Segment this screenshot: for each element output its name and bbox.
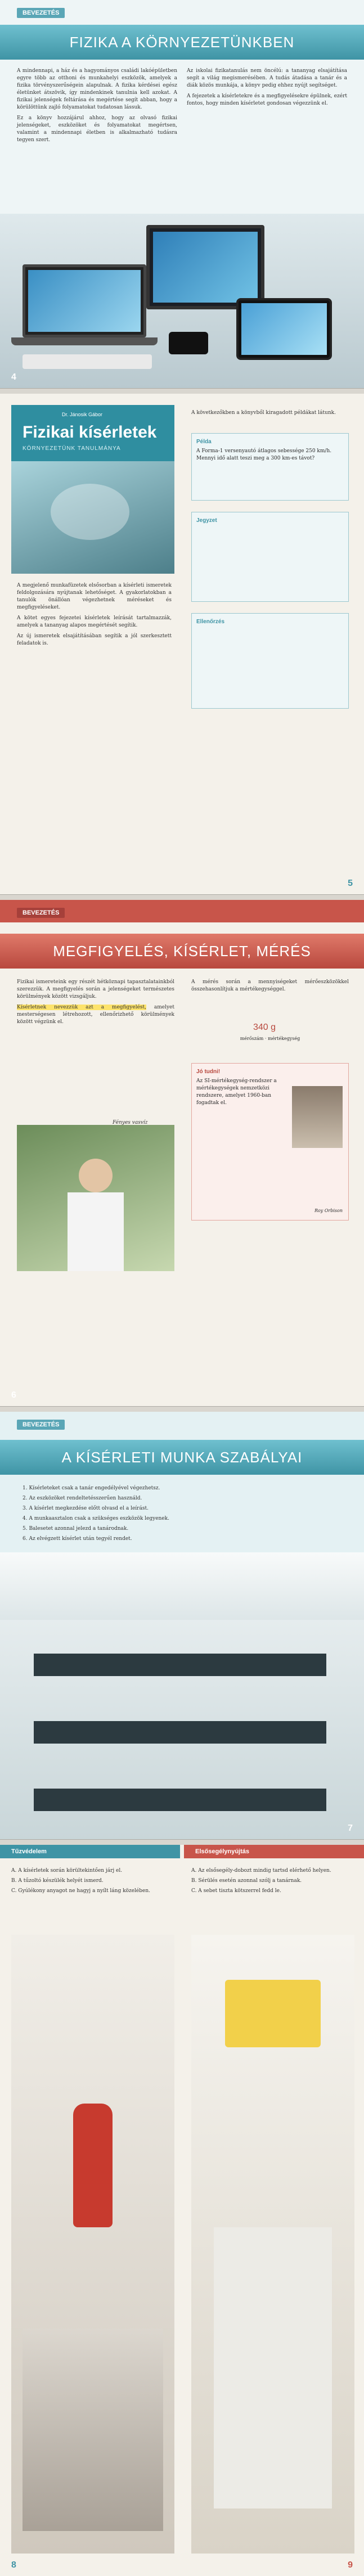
text-column-1: [17, 979, 174, 1029]
laptop-base: [11, 337, 158, 345]
keyboard-image: [23, 354, 152, 369]
right-list: [191, 1867, 354, 1898]
section-tag: BEVEZETÉS: [17, 908, 65, 918]
paragraph: amelyet mesterségesen létrehozott, ellenőrizhető körülmények között végzünk el.: [17, 1005, 174, 1025]
photo-caption: Fényes vasvíz: [113, 1120, 148, 1125]
list-item: B. Sérülés esetén azonnal szólj a tanárnak.: [191, 1878, 302, 1884]
list-item: A. Az elsősegély-dobozt mindig tartsd elérhető helyen.: [191, 1868, 331, 1874]
phone-image: [169, 332, 208, 354]
page-title: FIZIKA A KÖRNYEZETÜNKBEN: [0, 25, 364, 60]
page-title: MEGFIGYELÉS, KÍSÉRLET, MÉRÉS: [0, 934, 364, 969]
section-tag: BEVEZETÉS: [17, 1420, 65, 1430]
list-item: C. Gyúlékony anyagot ne hagyj a nyílt láng közelében.: [11, 1888, 150, 1894]
page-number: 5: [348, 879, 353, 888]
scientist-photo: [17, 1125, 174, 1271]
cover-title: Fizikai kísérletek: [23, 423, 157, 442]
answer-box: [191, 613, 349, 709]
book-cover: [11, 405, 174, 574]
left-strip: Tűzvédelem: [0, 1845, 180, 1858]
list-item: 4. A munkaasztalon csak a szükséges eszközök legyenek.: [23, 1516, 169, 1521]
portrait-image: [292, 1086, 343, 1148]
page-number: 8: [11, 2560, 16, 2570]
answer-heading: Ellenőrzés: [196, 619, 225, 625]
paragraph: A mindennapi, a ház és a hagyományos családi lakóépületben egyre több az otthoni és munkahelyi eszközök, amelyek a fizika törvényszerűségein alapulnak. A fizika kérdései egész életünket átszövik, így mindenkinek tanulnia kell azokat. A fizikai jelenségek feltárása és megértése segít abban, hogy a körülöttünk zajló folyamatokat tudatosan lássuk.: [17, 68, 177, 110]
page-title: A KÍSÉRLETI MUNKA SZABÁLYAI: [0, 1440, 364, 1475]
portrait-name: Roy Orbison: [314, 1208, 343, 1213]
spread-tuzvedelem: [0, 1845, 364, 2576]
measurement-label: mérőszám · mértékegység: [240, 1036, 300, 1041]
paragraph: A kötet egyes fejezetei kísérletek leírását tartalmazzák, amelyek a tananyag alapos megértését segítik.: [17, 615, 172, 628]
list-item: 1. Kísérleteket csak a tanár engedélyével végezhetsz.: [23, 1485, 160, 1491]
cover-subtitle: KÖRNYEZETÜNK TANULMÁNYA: [23, 445, 121, 452]
section-tag: BEVEZETÉS: [17, 8, 65, 18]
did-you-know-box: [191, 1063, 349, 1221]
list-item: B. A tűzoltó készülék helyét ismerd.: [11, 1878, 104, 1884]
laptop-image: [23, 264, 146, 337]
paragraph: Ez a könyv hozzájárul ahhoz, hogy az olvasó fizikai jelenségeket, eszközöket és folyamatokat megértsen, valamint a mindennapi életben is alkalmazható tudásra tegyen szert.: [17, 115, 177, 143]
rules-list: [23, 1485, 338, 1546]
paragraph: Az új ismeretek elsajátításában segítik a jól szerkesztett feladatok is.: [17, 633, 172, 646]
notes-heading: Jegyzet: [196, 517, 217, 524]
page-number: 4: [11, 372, 16, 382]
fire-extinguisher-photo: [11, 1935, 174, 2554]
list-item: 6. Az elvégzett kísérlet után tegyél rendet.: [23, 1536, 132, 1542]
first-aid-photo: [191, 1935, 354, 2554]
text-column-2: [187, 67, 347, 111]
spread-fizikai-kiserletek: [0, 394, 364, 894]
paragraph: A megjelenő munkafüzetek elsősorban a kísérleti ismeretek feldolgozására nyújtanak lehetőséget. A gyakorlatokban a tanulók önállóan végezhetnek méréseket és megfigyeléseket.: [17, 583, 172, 610]
box-text: Az SI-mértékegység-rendszer a mértékegységek nemzetközi rendszere, amelyet 1960-ban fogadtak el.: [196, 1078, 277, 1106]
intro-text: A következőkben a könyvből kiragadott példákat látunk.: [191, 410, 336, 416]
list-item: 3. A kísérlet megkezdése előtt olvasd el a leírást.: [23, 1506, 149, 1511]
list-item: 5. Balesetet azonnal jelezd a tanárodnak.: [23, 1526, 129, 1532]
left-list: [11, 1867, 174, 1898]
paragraph: Fizikai ismereteink egy részét hétköznapi tapasztalatainkból szerezzük. A megfigyelés során a jelenségeket természetes körülmények között vizsgáljuk.: [17, 979, 174, 999]
spread-fizika-kornyezet: [0, 0, 364, 388]
cover-author: Dr. Jánosik Gábor: [62, 412, 103, 417]
list-item: A. A kísérletek során körültekintően járj el.: [11, 1868, 123, 1874]
did-you-know-heading: Jó tudni!: [196, 1069, 221, 1075]
example-box: [191, 433, 349, 501]
text-column-1: [17, 582, 172, 651]
measurement-diagram: [225, 1012, 315, 1046]
monitor-image: [146, 225, 264, 309]
notes-box: [191, 512, 349, 602]
text-column-2: A mérés során a mennyiségeket mérőeszközökkel összehasonlítjuk a mértékegységgel.: [191, 979, 349, 992]
tablet-image: [236, 298, 332, 360]
measurement-value: 340 g: [253, 1023, 276, 1032]
page-number: 6: [11, 1390, 16, 1400]
text-column-1: [17, 67, 177, 147]
list-item: C. A sebet tiszta kötszerrel fedd le.: [191, 1888, 281, 1894]
devices-illustration: [0, 214, 364, 388]
page-number: 7: [348, 1823, 353, 1833]
spread-megfigyeles: [0, 900, 364, 1406]
page-number: 9: [348, 2560, 353, 2570]
list-item: 2. Az eszközöket rendeltetésszerűen használd.: [23, 1496, 142, 1501]
cover-photo: [11, 461, 174, 574]
right-strip: Elsősegélynyújtás: [184, 1845, 364, 1858]
paragraph: Az iskolai fizikatanulás nem öncélú: a tananyag elsajátítása segít a világ megismerésében. A tudás átadása a tanár és a diák közös munkája, a könyv pedig ehhez nyújt segítséget.: [187, 68, 347, 88]
lab-photo: [0, 1552, 364, 1839]
highlighted-definition: Kísérletnek nevezzük azt a megfigyelést,: [17, 1005, 147, 1010]
spread-kiserleti-szabalyok: [0, 1412, 364, 1839]
example-heading: Példa: [196, 439, 212, 445]
example-text: A Forma-1 versenyautó átlagos sebessége 250 km/h. Mennyi idő alatt teszi meg a 300 km-es távot?: [196, 448, 332, 461]
paragraph: A fejezetek a kísérletekre és a megfigyelésekre épülnek, ezért fontos, hogy minden kísérletet gondosan végezzünk el.: [187, 93, 347, 106]
